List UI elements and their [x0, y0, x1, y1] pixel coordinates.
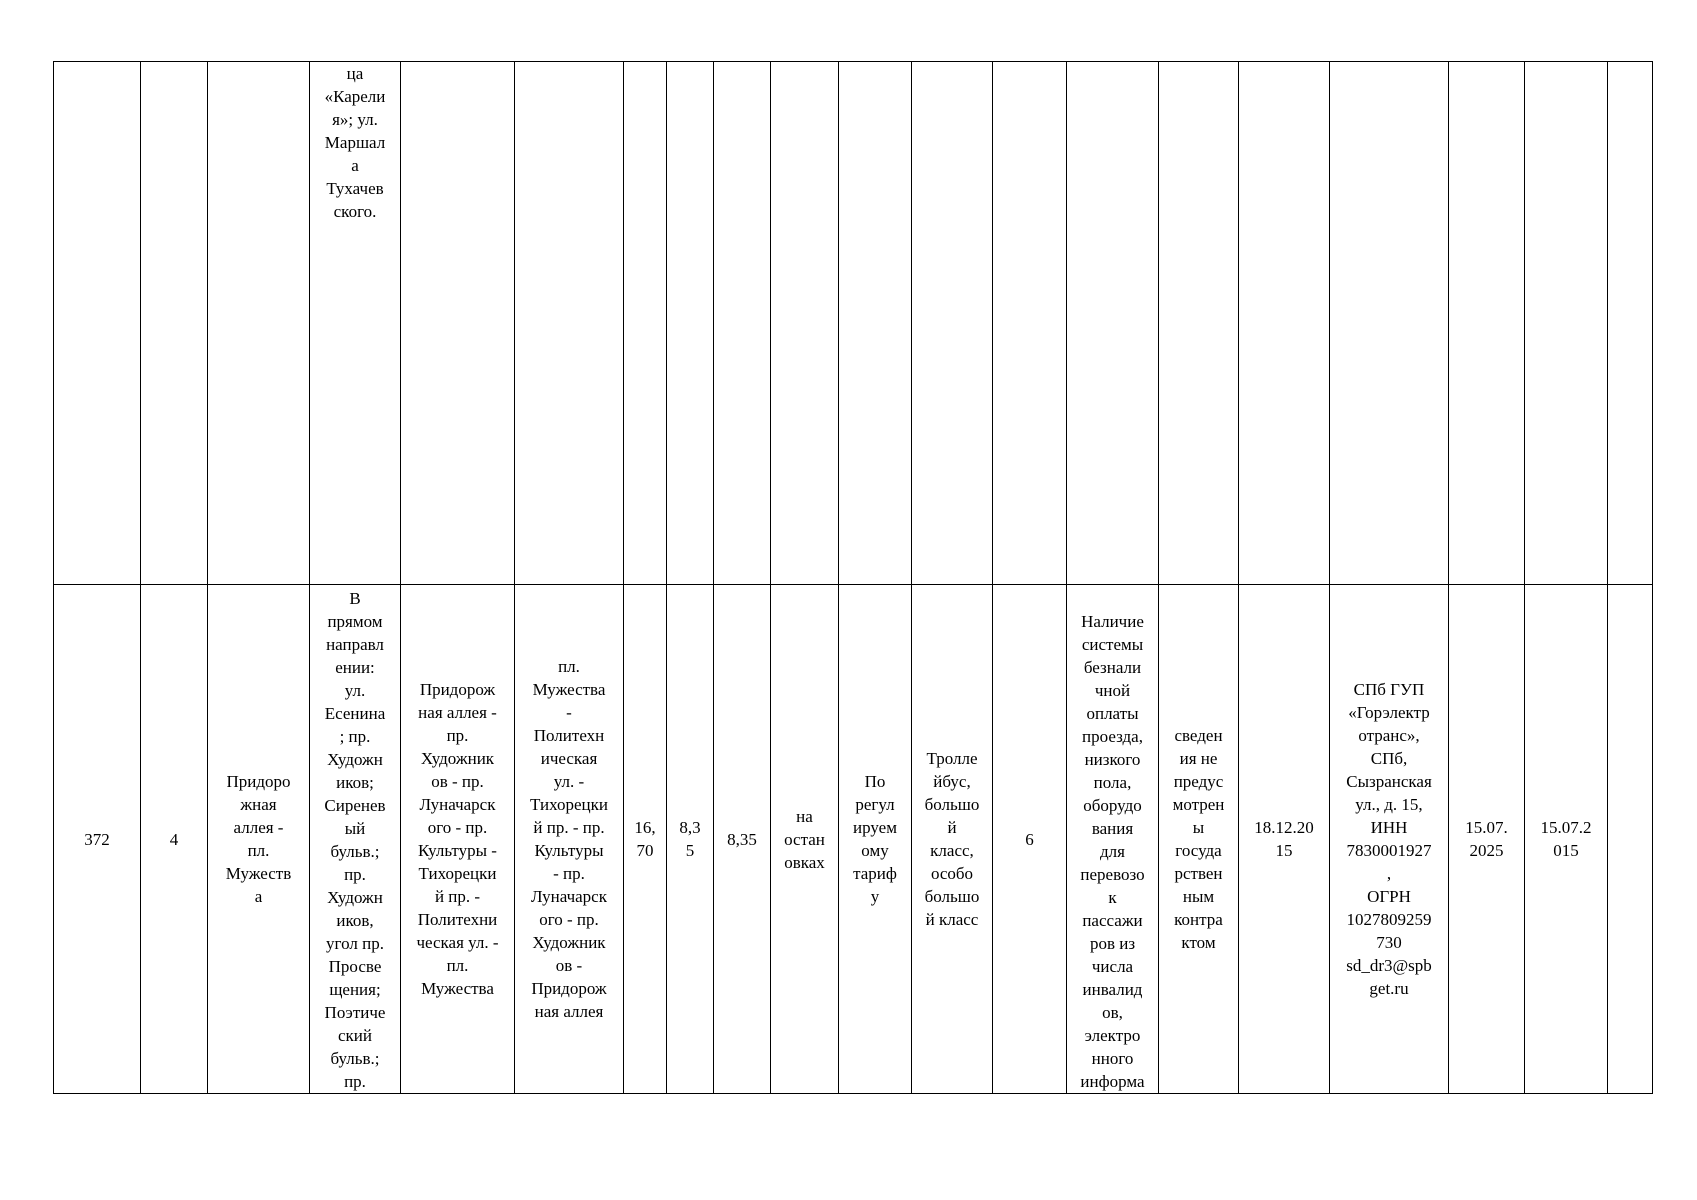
- cell-tariff-type: По регул ируем ому тариф у: [839, 585, 912, 1094]
- cell-tariff-type: [839, 62, 912, 585]
- cell-carrier: [1330, 62, 1449, 585]
- cell-stops-forward: Придорож ная аллея - пр. Художник ов - пр. Луначарск ого - пр. Культуры - Тихорецки й пр. - Политехни ческая ул. - пл. Мужества: [401, 585, 515, 1094]
- cell-serial: [141, 62, 208, 585]
- cell-length-total: [624, 62, 667, 585]
- cell-start-date: [1239, 62, 1330, 585]
- cell-streets-forward: В прямом направл ении: ул. Есенина ; пр. Художн иков; Сиренев ый бульв.; пр. Художн иков, угол пр. Просве щения; Поэтиче ский бульв.; пр.: [310, 585, 401, 1094]
- cell-vehicle-count: 6: [993, 585, 1067, 1094]
- table-row: [54, 62, 1653, 585]
- cell-length-forward: 8,3 5: [667, 585, 714, 1094]
- cell-route-number: 372: [54, 585, 141, 1094]
- cell-date-a: [1449, 62, 1525, 585]
- cell-streets-forward: ца «Карели я»; ул. Маршал а Тухачев ского.: [310, 62, 401, 585]
- cell-route-name: Придоро жная аллея - пл. Мужеств а: [208, 585, 310, 1094]
- cell-contract-info: [1159, 62, 1239, 585]
- cell-vehicle-characteristics: [1067, 62, 1159, 585]
- cell-route-number: [54, 62, 141, 585]
- cell-date-a: 15.07. 2025: [1449, 585, 1525, 1094]
- cell-stops-backward: [515, 62, 624, 585]
- cell-start-date: 18.12.20 15: [1239, 585, 1330, 1094]
- table-row: [54, 585, 1653, 1094]
- cell-vehicle-type: Тролле йбус, большо й класс, особо большо й класс: [912, 585, 993, 1094]
- cell-carrier: СПб ГУП «Горэлектр отранс», СПб, Сызранская ул., д. 15, ИНН 7830001927 , ОГРН 1027809259 730 sd_dr3@spb get.ru: [1330, 585, 1449, 1094]
- cell-boarding-procedure: на остан овках: [771, 585, 839, 1094]
- cell-contract-info: сведен ия не предус мотрен ы госуда рствен ным контра ктом: [1159, 585, 1239, 1094]
- route-registry-table: [53, 61, 1653, 1094]
- cell-last: [1608, 62, 1653, 585]
- cell-boarding-procedure: [771, 62, 839, 585]
- cell-length-backward: 8,35: [714, 585, 771, 1094]
- cell-length-backward: [714, 62, 771, 585]
- cell-vehicle-type: [912, 62, 993, 585]
- cell-length-forward: [667, 62, 714, 585]
- cell-stops-forward: [401, 62, 515, 585]
- cell-route-name: [208, 62, 310, 585]
- cell-vehicle-characteristics: Наличие системы безнали чной оплаты проезда, низкого пола, оборудо вания для перевозо к пассажи ров из числа инвалид ов, электро нного информа: [1067, 585, 1159, 1094]
- cell-serial: 4: [141, 585, 208, 1094]
- cell-date-b: 15.07.2 015: [1525, 585, 1608, 1094]
- cell-date-b: [1525, 62, 1608, 585]
- cell-last: [1608, 585, 1653, 1094]
- cell-length-total: 16, 70: [624, 585, 667, 1094]
- cell-stops-backward: пл. Мужества - Политехн ическая ул. - Тихорецки й пр. - пр. Культуры - пр. Луначарск ого - пр. Художник ов - Придорож ная аллея: [515, 585, 624, 1094]
- cell-vehicle-count: [993, 62, 1067, 585]
